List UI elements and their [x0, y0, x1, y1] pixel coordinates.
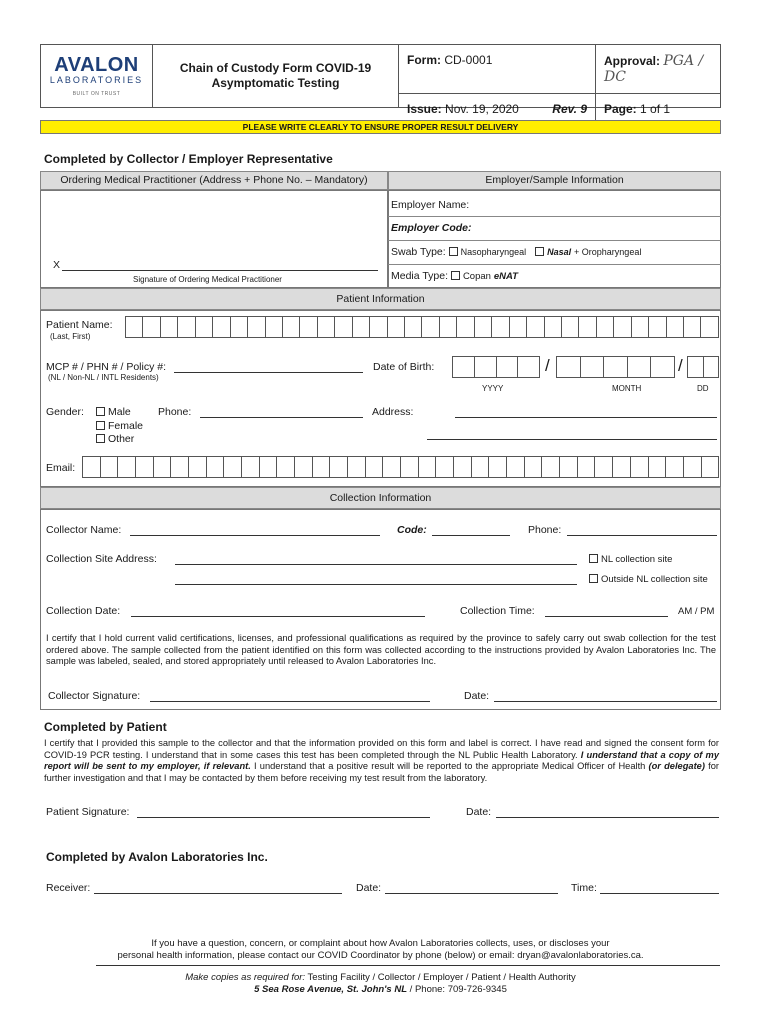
patient-name-cells[interactable]	[125, 316, 719, 338]
nasopharyngeal-checkbox[interactable]	[449, 247, 458, 256]
collection-info-header: Collection Information	[40, 487, 721, 509]
collector-phone-label: Phone:	[528, 524, 562, 536]
collection-date-label: Collection Date:	[46, 605, 121, 617]
page-number: Page: 1 of 1	[604, 102, 671, 116]
receiver-field[interactable]	[94, 893, 342, 894]
patient-info-header: Patient Information	[40, 288, 721, 310]
logo-tagline: BUILT ON TRUST	[72, 91, 121, 97]
x-mark: X	[53, 259, 61, 271]
lab-time-label: Time:	[571, 882, 597, 894]
collector-phone-field[interactable]	[567, 535, 717, 536]
logo-sub-text: LABORATORIES	[49, 75, 144, 85]
gender-options: Male Female Other	[96, 406, 143, 447]
site-address-label: Collection Site Address:	[46, 553, 157, 565]
issue-info: Issue: Nov. 19, 2020 Rev. 9	[399, 94, 596, 124]
form-title-line1: Chain of Custody Form COVID-19	[179, 61, 372, 75]
patient-email-cells[interactable]	[82, 456, 719, 478]
dob-yyyy-caption: YYYY	[482, 384, 504, 393]
lab-date-field[interactable]	[385, 893, 558, 894]
collector-date-field[interactable]	[494, 701, 717, 702]
gender-female-checkbox[interactable]	[96, 421, 105, 430]
approval: Approval: PGA / DC	[596, 45, 720, 94]
collector-section-heading: Completed by Collector / Employer Representative	[44, 152, 333, 166]
practitioner-signature-line[interactable]	[62, 270, 378, 271]
dob-slash-2: /	[678, 356, 683, 375]
address-label: Address:	[372, 406, 414, 418]
patient-signature-field[interactable]	[137, 817, 430, 818]
gender-male-checkbox[interactable]	[96, 407, 105, 416]
ordering-practitioner-box[interactable]	[40, 190, 388, 288]
collection-time-field[interactable]	[545, 616, 668, 617]
nasal-oropharyngeal-checkbox[interactable]	[535, 247, 544, 256]
mcp-label: MCP # / PHN # / Policy #:	[46, 361, 167, 373]
footer-contact: Make copies as required for: Testing Facility / Collector / Employer / Patient / Health Authority 5 Sea Rose Avenue, St. John's NL / Phone: 709-726-9345	[185, 972, 576, 995]
dob-slash-1: /	[545, 356, 550, 375]
dob-month-caption: MONTH	[612, 384, 642, 393]
form-meta-grid	[399, 45, 720, 116]
employer-sample-header: Employer/Sample Information	[388, 171, 721, 190]
practitioner-signature-caption: Signature of Ordering Medical Practitioner	[133, 275, 282, 284]
collector-code-label: Code:	[397, 524, 427, 536]
gender-label: Gender:	[46, 406, 84, 418]
ordering-practitioner-header: Ordering Medical Practitioner (Address + Phone No. – Mandatory)	[40, 171, 388, 190]
collection-date-field[interactable]	[131, 616, 425, 617]
privacy-line-1: If you have a question, concern, or complaint about how Avalon Laboratories collects, uses, or discloses your	[151, 938, 610, 949]
dob-month-cells[interactable]	[556, 356, 675, 378]
collector-code-field[interactable]	[432, 535, 510, 536]
mcp-field[interactable]	[174, 372, 363, 373]
collector-name-label: Collector Name:	[46, 524, 122, 536]
revision: Rev. 9	[552, 102, 587, 116]
patient-address-line-2[interactable]	[427, 439, 717, 440]
mcp-sub: (NL / Non-NL / INTL Residents)	[48, 373, 159, 382]
collector-certification: I certify that I hold current valid certifications, licenses, and professional qualifications as required by the province to safely carry out swab collection for the test ordered above. The sample collected from the patient identified on this form was collected according to the instructions provided by Avalon Laboratories Inc. The sample was labeled, sealed, and stored appropriately until released to Avalon Laboratories Inc.	[46, 633, 716, 666]
outside-site-option: Outside NL collection site	[589, 574, 708, 585]
lab-time-field[interactable]	[600, 893, 719, 894]
site-address-line-1[interactable]	[175, 564, 577, 565]
lab-date-label: Date:	[356, 882, 382, 894]
collector-date-label: Date:	[464, 690, 490, 702]
logo-main-text: AVALON	[54, 54, 139, 76]
form-title	[153, 45, 399, 107]
lab-section-heading: Completed by Avalon Laboratories Inc.	[46, 850, 268, 864]
dob-year-cells[interactable]	[452, 356, 540, 378]
patient-address-line-1[interactable]	[455, 417, 717, 418]
outside-site-checkbox[interactable]	[589, 574, 598, 583]
ampm-label: AM / PM	[678, 606, 715, 617]
form-number: Form: CD-0001	[399, 45, 596, 94]
patient-phone-field[interactable]	[200, 417, 363, 418]
write-clearly-banner: PLEASE WRITE CLEARLY TO ENSURE PROPER RESULT DELIVERY	[40, 120, 721, 134]
nl-site-option: NL collection site	[589, 554, 672, 565]
site-address-line-2[interactable]	[175, 584, 577, 585]
patient-date-label: Date:	[466, 806, 492, 818]
nl-site-checkbox[interactable]	[589, 554, 598, 563]
copan-enat-checkbox[interactable]	[451, 271, 460, 280]
email-label: Email:	[46, 462, 76, 474]
patient-signature-label: Patient Signature:	[46, 806, 130, 818]
patient-section-heading: Completed by Patient	[44, 720, 167, 734]
swab-type-row: Swab Type: Nasopharyngeal Nasal + Oropharyngeal	[391, 246, 642, 258]
patient-name-sub: (Last, First)	[50, 332, 91, 341]
patient-date-field[interactable]	[496, 817, 719, 818]
collection-time-label: Collection Time:	[460, 605, 535, 617]
media-type-row: Media Type: Copan eNAT	[391, 270, 518, 282]
form-title-line2: Asymptomatic Testing	[211, 76, 340, 90]
collection-info-box	[40, 509, 721, 710]
footer-divider	[96, 965, 720, 966]
dob-dd-caption: DD	[697, 384, 709, 393]
form-header	[40, 44, 721, 116]
dob-day-cells[interactable]	[687, 356, 719, 378]
avalon-logo	[41, 45, 153, 107]
receiver-label: Receiver:	[46, 882, 91, 894]
collector-signature-label: Collector Signature:	[48, 690, 141, 702]
employer-name-label: Employer Name:	[391, 199, 470, 211]
collector-name-field[interactable]	[130, 535, 380, 536]
phone-label: Phone:	[158, 406, 192, 418]
gender-other-checkbox[interactable]	[96, 434, 105, 443]
privacy-notice	[40, 938, 721, 962]
dob-label: Date of Birth:	[373, 361, 435, 373]
patient-certification: I certify that I provided this sample to the collector and that the information provided on this form and label is correct. I have read and signed the consent form for COVID-19 PCR testing. I understand that in some cases this test has been completed through the NL Public Health Laboratory. I understand that a copy of my report will be sent to my employer, if relevant. I understand that a positive result will be reported to the appropriate Medical Officer of Health (or delegate) for further investigation and that I may be contacted by them before receiving my test result from the laboratory.	[44, 738, 719, 783]
privacy-line-2: personal health information, please contact our COVID Coordinator by phone (below) or email: dryan@avalonlaboratories.ca.	[117, 950, 644, 961]
patient-name-label: Patient Name:	[46, 319, 113, 331]
approval-initials: PGA / DC	[604, 53, 704, 85]
employer-code-label: Employer Code:	[391, 222, 472, 234]
collector-signature-field[interactable]	[150, 701, 430, 702]
